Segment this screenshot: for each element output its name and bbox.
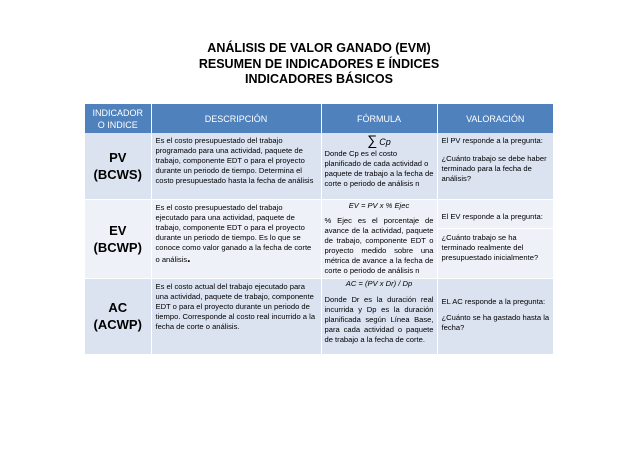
header-indicator: [85, 104, 151, 133]
formula-cell: [321, 278, 437, 354]
table-row: [85, 199, 553, 278]
formula-expression: EV = PV x % Ejec: [348, 200, 410, 210]
indicator-cell: [85, 199, 151, 278]
header-description: DESCRIPCIÓN: [151, 104, 321, 133]
sigma-symbol: ∑: [367, 132, 378, 148]
valuation-question: ¿Cuánto se ha gastado hasta la fecha?: [441, 312, 550, 332]
title-main: ANÁLISIS DE VALOR GANADO (EVM): [207, 41, 431, 55]
description-cell: [151, 133, 321, 199]
valuation-question: ¿Cuánto trabajo se debe haber terminado para la fecha de análisis?: [441, 154, 547, 183]
formula-cell: [321, 199, 437, 278]
title-basic-indicators: INDICADORES BÁSICOS: [245, 72, 393, 86]
description-cell: [151, 278, 321, 354]
table-row: [85, 133, 553, 199]
description-text: Es el costo presupuestado del trabajo ejecutado para una actividad, paquete de trabajo, componente EDT o para el proyecto durante un periodo de tiempo. Es lo que se conoce como valor ganado a la fecha de corte o análisis: [155, 202, 312, 264]
indicator-name: (BCWP): [93, 239, 142, 255]
document-titles: [0, 41, 638, 88]
formula-explanation: Donde Cp es el costo planificado de cada actividad o paquete de trabajo a la fecha de corte o periodo de análisis n: [324, 149, 434, 188]
indicator-cell: [85, 278, 151, 354]
indicator-name: (BCWS): [93, 166, 142, 182]
table-header-row: [85, 104, 553, 133]
formula-explanation: % Ejec es el porcentaje de avance de la actividad, paquete de trabajo, componente EDT o proyecto medido sobre una métrica de avance a la fecha de corte o periodo de análisis n: [324, 215, 434, 275]
indicators-table: [85, 104, 553, 355]
valuation-cell: [437, 133, 553, 199]
valuation-intro: El EV responde a la pregunta:: [441, 211, 543, 221]
title-summary: RESUMEN DE INDICADORES E ÍNDICES: [198, 56, 440, 71]
formula-explanation: Donde Dr es la duración real incurrida y Dp es la duración planificada según Línea Base, para cada actividad o paquete de trabajo a la fecha de corte.: [324, 294, 434, 344]
description-text: Es el costo actual del trabajo ejecutado para una actividad, paquete de trabajo, componente EDT o para el proyecto durante un periodo de tiempo. Corresponde al costo real incurrido a la fecha de corte o análisis.: [155, 281, 316, 331]
valuation-divider: [438, 228, 554, 229]
description-block: [152, 200, 321, 265]
formula-line: [325, 132, 434, 148]
valuation-question: ¿Cuánto trabajo se ha terminado realmente del presupuestado inicialmente?: [441, 232, 539, 262]
indicator-code: AC: [108, 300, 128, 315]
indicator-cell: [85, 133, 151, 199]
description-cell: [151, 199, 321, 278]
formula-expression: AC = (PV x Dr) / Dp: [345, 278, 413, 288]
description-text: Es el costo presupuestado del trabajo programado para una actividad, paquete de trabajo, componente EDT o para el proyecto durante un periodo de tiempo. Determina el costo presupuestado hasta la fecha de análisis: [155, 136, 314, 185]
valuation-cell: [437, 199, 553, 278]
valuation-intro: El PV responde a la pregunta:: [441, 136, 543, 145]
header-indicator-line2: O INDICE: [97, 119, 138, 130]
formula-expression: Cp: [379, 137, 391, 147]
description-period: .: [187, 250, 191, 265]
header-indicator-line1: INDICADOR: [92, 107, 143, 118]
header-formula: FÓRMULA: [321, 104, 437, 133]
table-row: [85, 278, 553, 354]
indicator-code: EV: [109, 222, 127, 238]
valuation-cell: [437, 278, 553, 354]
indicator-name: (ACWP): [93, 317, 142, 332]
formula-cell: [321, 133, 437, 199]
valuation-intro: EL AC responde a la pregunta:: [441, 296, 546, 306]
header-valuation: VALORACIÓN: [437, 104, 553, 133]
indicator-code: PV: [109, 149, 127, 165]
